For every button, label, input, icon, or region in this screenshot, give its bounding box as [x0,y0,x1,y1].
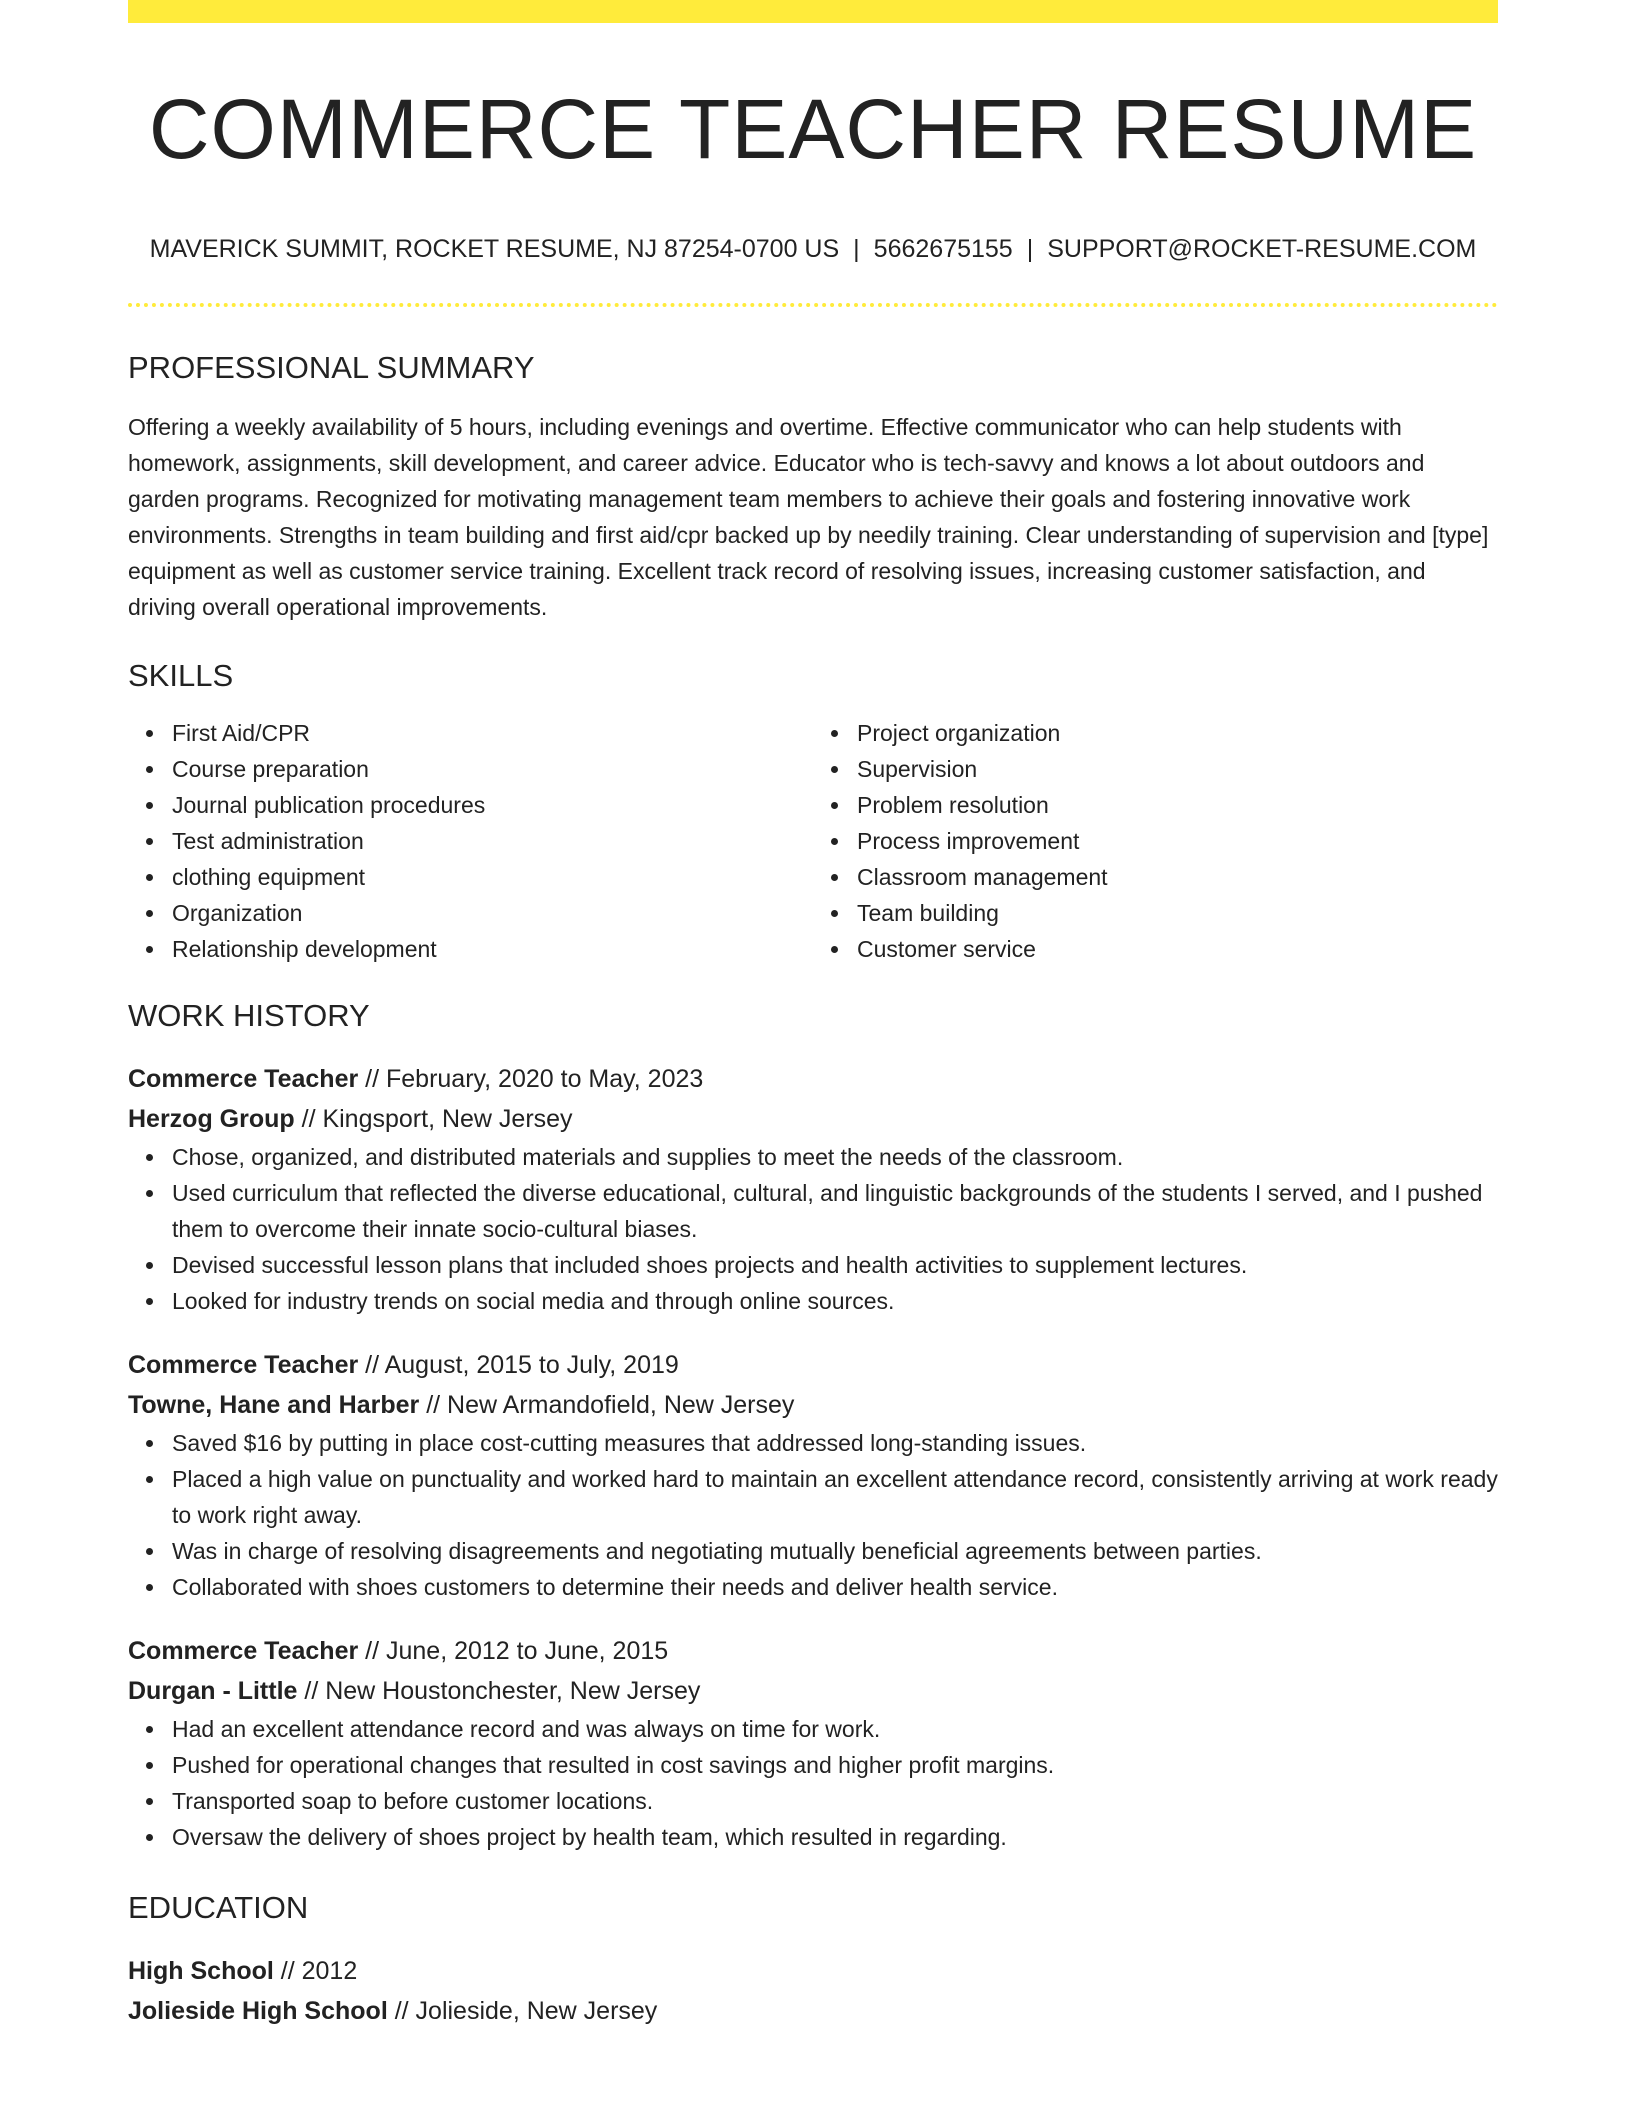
job-bullet: Chose, organized, and distributed materials and supplies to meet the needs of the classroom. [172,1139,1498,1175]
skill-item: Organization [172,895,813,931]
job-location: // New Houstonchester, New Jersey [297,1677,701,1705]
job-bullet: Devised successful lesson plans that included shoes projects and health activities to supplement lectures. [172,1247,1498,1283]
skills-right-column [813,715,1498,967]
skills-left-column [128,715,813,967]
job-bullet: Placed a high value on punctuality and worked hard to maintain an excellent attendance record, consistently arriving at work ready to work right away. [172,1461,1498,1533]
job-company-line [128,1385,1498,1425]
education-degree-line [128,1951,1498,1991]
job-entry [128,1059,1498,1319]
job-entry [128,1631,1498,1855]
job-bullet: Transported soap to before customer locations. [172,1783,1498,1819]
skill-item: Project organization [857,715,1498,751]
education-degree: High School [128,1957,274,1985]
job-bullet: Used curriculum that reflected the diverse educational, cultural, and linguistic backgrounds of the students I served, and I pushed them to overcome their innate socio-cultural biases. [172,1175,1498,1247]
skill-item: Customer service [857,931,1498,967]
education-entry [128,1951,1498,2031]
job-location: // Kingsport, New Jersey [294,1105,573,1133]
resume-title: COMMERCE TEACHER RESUME [148,82,1478,176]
contact-address: MAVERICK SUMMIT, ROCKET RESUME, NJ 87254-0700 US [149,235,840,263]
contact-line [128,233,1498,265]
skill-item: Problem resolution [857,787,1498,823]
skill-item: Supervision [857,751,1498,787]
job-company-line [128,1671,1498,1711]
skills-heading: SKILLS [128,658,234,693]
job-entry [128,1345,1498,1605]
skill-item: Process improvement [857,823,1498,859]
job-company-line [128,1099,1498,1139]
job-title: Commerce Teacher [128,1065,359,1093]
skill-item: Course preparation [172,751,813,787]
job-bullets [128,1711,1498,1855]
job-bullet: Pushed for operational changes that resulted in cost savings and higher profit margins. [172,1747,1498,1783]
skill-item: Test administration [172,823,813,859]
contact-separator: | [1026,235,1034,263]
resume-page [128,0,1498,2031]
job-bullets [128,1425,1498,1605]
job-bullet: Oversaw the delivery of shoes project by health team, which resulted in regarding. [172,1819,1498,1855]
job-location: // New Armandofield, New Jersey [419,1391,795,1419]
job-company: Herzog Group [128,1105,295,1133]
job-bullets [128,1139,1498,1319]
skill-item: Team building [857,895,1498,931]
work-history-heading: WORK HISTORY [128,998,370,1033]
job-bullet: Was in charge of resolving disagreements and negotiating mutually beneficial agreements between parties. [172,1533,1498,1569]
job-dates: // August, 2015 to July, 2019 [358,1351,679,1379]
job-dates: // February, 2020 to May, 2023 [358,1065,704,1093]
skill-item: Classroom management [857,859,1498,895]
contact-phone: 5662675155 [873,235,1013,263]
job-company: Durgan - Little [128,1677,298,1705]
job-title: Commerce Teacher [128,1637,359,1665]
skill-item: clothing equipment [172,859,813,895]
education-school: Jolieside High School [128,1997,388,2025]
skill-item: First Aid/CPR [172,715,813,751]
contact-separator: | [853,235,860,263]
job-bullet: Had an excellent attendance record and was always on time for work. [172,1711,1498,1747]
skill-item: Relationship development [172,931,813,967]
job-bullet: Collaborated with shoes customers to determine their needs and deliver health service. [172,1569,1498,1605]
job-title-line [128,1059,1498,1099]
dotted-divider [128,303,1498,307]
job-company: Towne, Hane and Harber [128,1391,420,1419]
education-location: // Jolieside, New Jersey [387,1997,658,2025]
education-year: // 2012 [273,1957,358,1985]
summary-text: Offering a weekly availability of 5 hours, including evenings and overtime. Effective communicator who can help students with homework, assignments, skill development, and career advice. Educator who is tech-savvy and knows a lot about outdoors and garden programs. Recognized for motivating management team members to achieve their goals and fostering innovative work environments. Strengths in team building and first aid/cpr backed up by needily training. Clear understanding of supervision and [type] equipment as well as customer service training. Excellent track record of resolving issues, increasing customer satisfaction, and driving overall operational improvements. [128,414,1489,620]
job-title-line [128,1631,1498,1671]
job-title-line [128,1345,1498,1385]
education-school-line [128,1991,1498,2031]
accent-bar [128,0,1498,23]
skills-grid [128,715,1498,967]
skill-item: Journal publication procedures [172,787,813,823]
education-heading: EDUCATION [128,1890,309,1925]
summary-heading: PROFESSIONAL SUMMARY [128,350,535,385]
contact-email[interactable]: SUPPORT@ROCKET-RESUME.COM [1047,235,1477,263]
job-title: Commerce Teacher [128,1351,359,1379]
job-bullet: Looked for industry trends on social media and through online sources. [172,1283,1498,1319]
job-bullet: Saved $16 by putting in place cost-cutting measures that addressed long-standing issues. [172,1425,1498,1461]
job-dates: // June, 2012 to June, 2015 [358,1637,669,1665]
